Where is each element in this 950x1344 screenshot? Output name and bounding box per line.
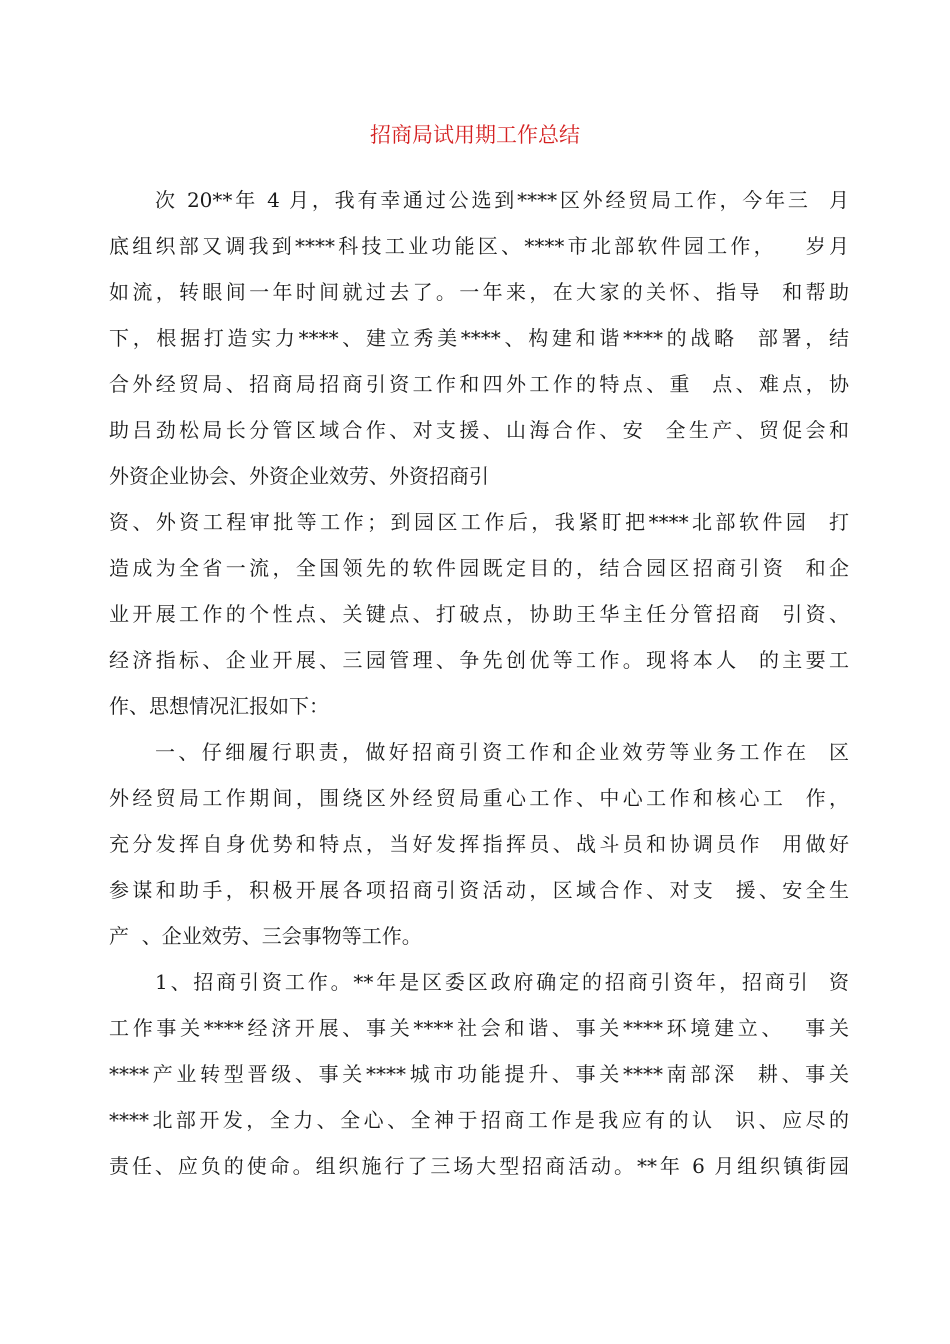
text-line: 责任、应负的使命。组织施行了三场大型招商活动。**年 6 月组织镇街园 <box>109 1154 849 1178</box>
text-line: 业开展工作的个性点、关键点、打破点，协助王华主任分管招商 引资、 <box>109 602 849 626</box>
text-line: 底组织部又调我到****科技工业功能区、****市北部软件园工作， 岁月 <box>109 234 849 258</box>
document-body <box>109 177 849 1189</box>
text-line: ****北部开发，全力、全心、全神于招商工作是我应有的认 识、应尽的 <box>109 1108 849 1132</box>
text-line: 助吕劲松局长分管区域合作、对支援、山海合作、安 全生产、贸促会和 <box>109 418 849 442</box>
text-line: 次 20**年 4 月，我有幸通过公选到****区外经贸局工作，今年三 月 <box>155 188 849 212</box>
paragraph-3 <box>109 729 849 959</box>
text-line: 外资企业协会、外资企业效劳、外资招商引 <box>109 464 489 488</box>
text-line: 工作事关****经济开展、事关****社会和谐、事关****环境建立、 事关 <box>109 1016 849 1040</box>
text-line: 产 、企业效劳、三会事物等工作。 <box>109 924 422 948</box>
text-line: 造成为全省一流，全国领先的软件园既定目的，结合园区招商引资 和企 <box>109 556 849 580</box>
text-line: 作、思想情况汇报如下： <box>109 694 329 718</box>
text-line: 一、仔细履行职责，做好招商引资工作和企业效劳等业务工作在 区 <box>155 740 849 764</box>
text-line: 下，根据打造实力****、建立秀美****、构建和谐****的战略 部署，结 <box>109 326 849 350</box>
paragraph-2 <box>109 499 849 729</box>
text-line: 外经贸局工作期间，围绕区外经贸局重心工作、中心工作和核心工 作， <box>109 786 849 810</box>
document-title: 招商局试用期工作总结 <box>370 123 580 147</box>
paragraph-1 <box>109 177 849 499</box>
paragraph-4 <box>109 959 849 1189</box>
text-line: 经济指标、企业开展、三园管理、争先创优等工作。现将本人 的主要工 <box>109 648 849 672</box>
text-line: ****产业转型晋级、事关****城市功能提升、事关****南部深 耕、事关 <box>109 1062 849 1086</box>
text-line: 充分发挥自身优势和特点，当好发挥指挥员、战斗员和协调员作 用做好 <box>109 832 849 856</box>
text-line: 合外经贸局、招商局招商引资工作和四外工作的特点、重 点、难点，协 <box>109 372 849 396</box>
text-line: 如流，转眼间一年时间就过去了。一年来，在大家的关怀、指导 和帮助 <box>109 280 849 304</box>
text-line: 1、招商引资工作。**年是区委区政府确定的招商引资年，招商引 资 <box>155 970 849 994</box>
text-line: 参谋和助手，积极开展各项招商引资活动，区域合作、对支 援、安全生 <box>109 878 849 902</box>
text-line: 资、外资工程审批等工作；到园区工作后，我紧盯把****北部软件园 打 <box>109 510 849 534</box>
